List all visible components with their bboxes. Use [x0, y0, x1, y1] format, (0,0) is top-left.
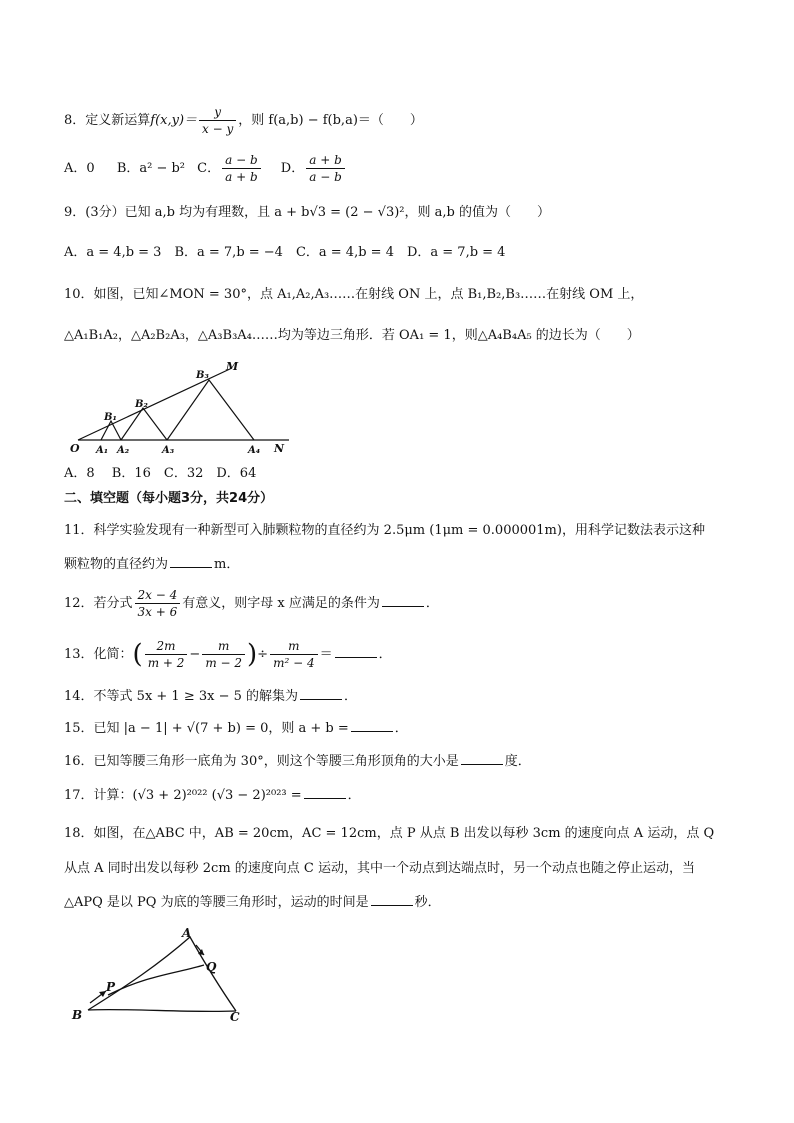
q10-options: A．8 B．16 C．32 D．64 — [64, 466, 257, 481]
q13-stem — [64, 638, 392, 671]
q8-frac-den: x − y — [202, 122, 234, 136]
q8-stem — [64, 104, 423, 137]
q8-rest: ，则 f(a,b) − f(b,a)＝（ ） — [238, 113, 423, 128]
q13-close-paren: ) — [247, 639, 258, 670]
q10-label-b2: B₂ — [135, 399, 148, 410]
q18-line2: 从点 A 同时出发以每秒 2cm 的速度向点 C 运动，其中一个动点到达端点时，另一个动点也随之停止运动，当 — [64, 861, 696, 876]
q8-option-d-den: a − b — [309, 170, 342, 184]
q8-option-c-den: a + b — [225, 170, 258, 184]
q13-fraction-2 — [202, 638, 245, 671]
q14-text: 14．不等式 5x + 1 ≥ 3x − 5 的解集为 — [64, 689, 299, 704]
q18-segment-pq — [108, 965, 204, 995]
q14-end: ． — [344, 689, 358, 704]
q18-label-q: Q — [206, 960, 217, 974]
q8-option-d-label: D． — [280, 161, 305, 176]
q13-answer-blank[interactable] — [335, 645, 377, 658]
q13-frac2-den: m − 2 — [205, 656, 243, 670]
q13-end: ． — [378, 647, 392, 662]
q13-equals: ＝ — [319, 647, 333, 662]
q13-frac1-den: m + 2 — [147, 656, 185, 670]
q11-answer-blank[interactable] — [170, 555, 212, 568]
q18-line3-end: 秒． — [414, 895, 441, 910]
q10-triangle-3 — [167, 380, 254, 440]
q8-option-c-label: C． — [197, 161, 221, 176]
q13-text-a: 13．化简： — [64, 647, 133, 662]
q18-label-p: P — [106, 980, 116, 994]
q12-stem — [64, 587, 439, 620]
q17-stem — [64, 786, 361, 806]
q8-option-c-num: a − b — [222, 152, 261, 169]
q11-line2 — [64, 555, 239, 575]
q18-side-bc — [88, 1010, 236, 1012]
q13-minus: − — [189, 647, 201, 662]
q8-option-d-fraction — [306, 152, 345, 185]
q10-label-a1: A₁ — [96, 445, 109, 456]
q8-option-b: B．a² − b² — [116, 161, 186, 176]
q13-fraction-3 — [270, 638, 318, 671]
q13-frac2-num: m — [202, 638, 245, 655]
q18-label-b: B — [72, 1008, 83, 1022]
q18-line3-text: △APQ 是以 PQ 为底的等腰三角形时，运动的时间是 — [64, 895, 369, 910]
q16-answer-blank[interactable] — [461, 752, 503, 765]
q13-fraction-1 — [145, 638, 188, 671]
q11-line2-text: 颗粒物的直径约为 — [64, 557, 169, 572]
q18-line1: 18．如图，在△ABC 中，AB = 20cm，AC = 12cm，点 P 从点 B 出发以每秒 3cm 的速度向点 A 运动，点 Q — [64, 826, 715, 841]
q17-answer-blank[interactable] — [304, 786, 346, 799]
q12-fraction — [135, 587, 181, 620]
q10-ray-om — [78, 368, 232, 440]
q8-option-a: A．0 — [64, 161, 95, 176]
q15-stem — [64, 719, 408, 739]
q15-end: ． — [394, 721, 408, 736]
q12-text-a: 12．若分式 — [64, 596, 133, 611]
q10-label-n: N — [274, 442, 285, 455]
q10-label-b3: B₃ — [196, 370, 209, 381]
q17-end: ． — [347, 788, 361, 803]
q12-frac-num: 2x − 4 — [135, 587, 181, 604]
q10-label-a2: A₂ — [117, 445, 130, 456]
q8-option-c-fraction — [222, 152, 261, 185]
q18-label-c: C — [230, 1010, 240, 1024]
q10-stem-line2: △A₁B₁A₂，△A₂B₂A₃，△A₃B₃A₄……均为等边三角形．若 OA₁ = 1，则△A₄B₄A₅ 的边长为（ ） — [64, 328, 640, 343]
q18-figure — [68, 925, 258, 1025]
q12-text-b: 有意义，则字母 x 应满足的条件为 — [182, 596, 380, 611]
q10-label-a4: A₄ — [248, 445, 261, 456]
q13-open-paren: ( — [132, 639, 143, 670]
q14-stem — [64, 687, 357, 707]
q10-triangle-1 — [101, 421, 121, 440]
q10-label-m: M — [226, 360, 239, 373]
q10-figure — [64, 358, 304, 458]
q16-end: 度． — [504, 754, 531, 769]
q10-triangle-2 — [121, 408, 167, 440]
q12-frac-den: 3x + 6 — [137, 605, 178, 619]
q12-answer-blank[interactable] — [382, 594, 424, 607]
q11-line1: 11．科学实验发现有一种新型可入肺颗粒物的直径约为 2.5μm (1μm = 0.000001m)，用科学记数法表示这种 — [64, 523, 705, 538]
q16-stem — [64, 752, 531, 772]
q18-label-a: A — [182, 926, 192, 940]
q13-frac3-num: m — [270, 638, 318, 655]
q10-label-o: O — [70, 442, 80, 455]
q8-label: 8．定义新运算 — [64, 113, 151, 128]
q8-fraction — [199, 104, 236, 137]
q8-option-d-num: a + b — [306, 152, 345, 169]
q13-divide: ÷ — [257, 647, 269, 662]
q9-stem: 9．(3分）已知 a,b 均为有理数，且 a + b√3 = (2 − √3)²，则 a,b 的值为（ ） — [64, 205, 550, 220]
q10-label-b1: B₁ — [104, 412, 117, 423]
section-2-title: 二、填空题（每小题3分，共24分） — [64, 491, 274, 506]
q16-text: 16．已知等腰三角形一底角为 30°，则这个等腰三角形顶角的大小是 — [64, 754, 459, 769]
q18-side-ac — [190, 937, 236, 1011]
q17-text: 17．计算：(√3 + 2)²⁰²² (√3 − 2)²⁰²³ = — [64, 788, 302, 803]
q8-frac-num: y — [199, 104, 236, 121]
q13-frac1-num: 2m — [145, 638, 188, 655]
q15-answer-blank[interactable] — [351, 719, 393, 732]
q18-side-ab — [88, 937, 190, 1010]
q13-frac3-den: m² − 4 — [273, 656, 315, 670]
q10-label-a3: A₃ — [162, 445, 175, 456]
q18-answer-blank[interactable] — [371, 893, 413, 906]
q15-text: 15．已知 |a − 1| + √(7 + b) = 0，则 a + b = — [64, 721, 349, 736]
q8-options — [64, 152, 347, 185]
q9-options: A．a = 4,b = 3 B．a = 7,b = −4 C．a = 4,b = 4 D．a = 7,b = 4 — [64, 245, 506, 260]
q10-stem-line1: 10．如图，已知∠MON = 30°，点 A₁,A₂,A₃……在射线 ON 上，点 B₁,B₂,B₃……在射线 OM 上， — [64, 287, 644, 302]
q18-line3 — [64, 893, 441, 913]
q12-text-c: ． — [425, 596, 439, 611]
q11-line2-unit: m． — [214, 557, 240, 572]
q8-fdef: f(x,y)＝ — [150, 113, 198, 128]
q14-answer-blank[interactable] — [300, 687, 342, 700]
